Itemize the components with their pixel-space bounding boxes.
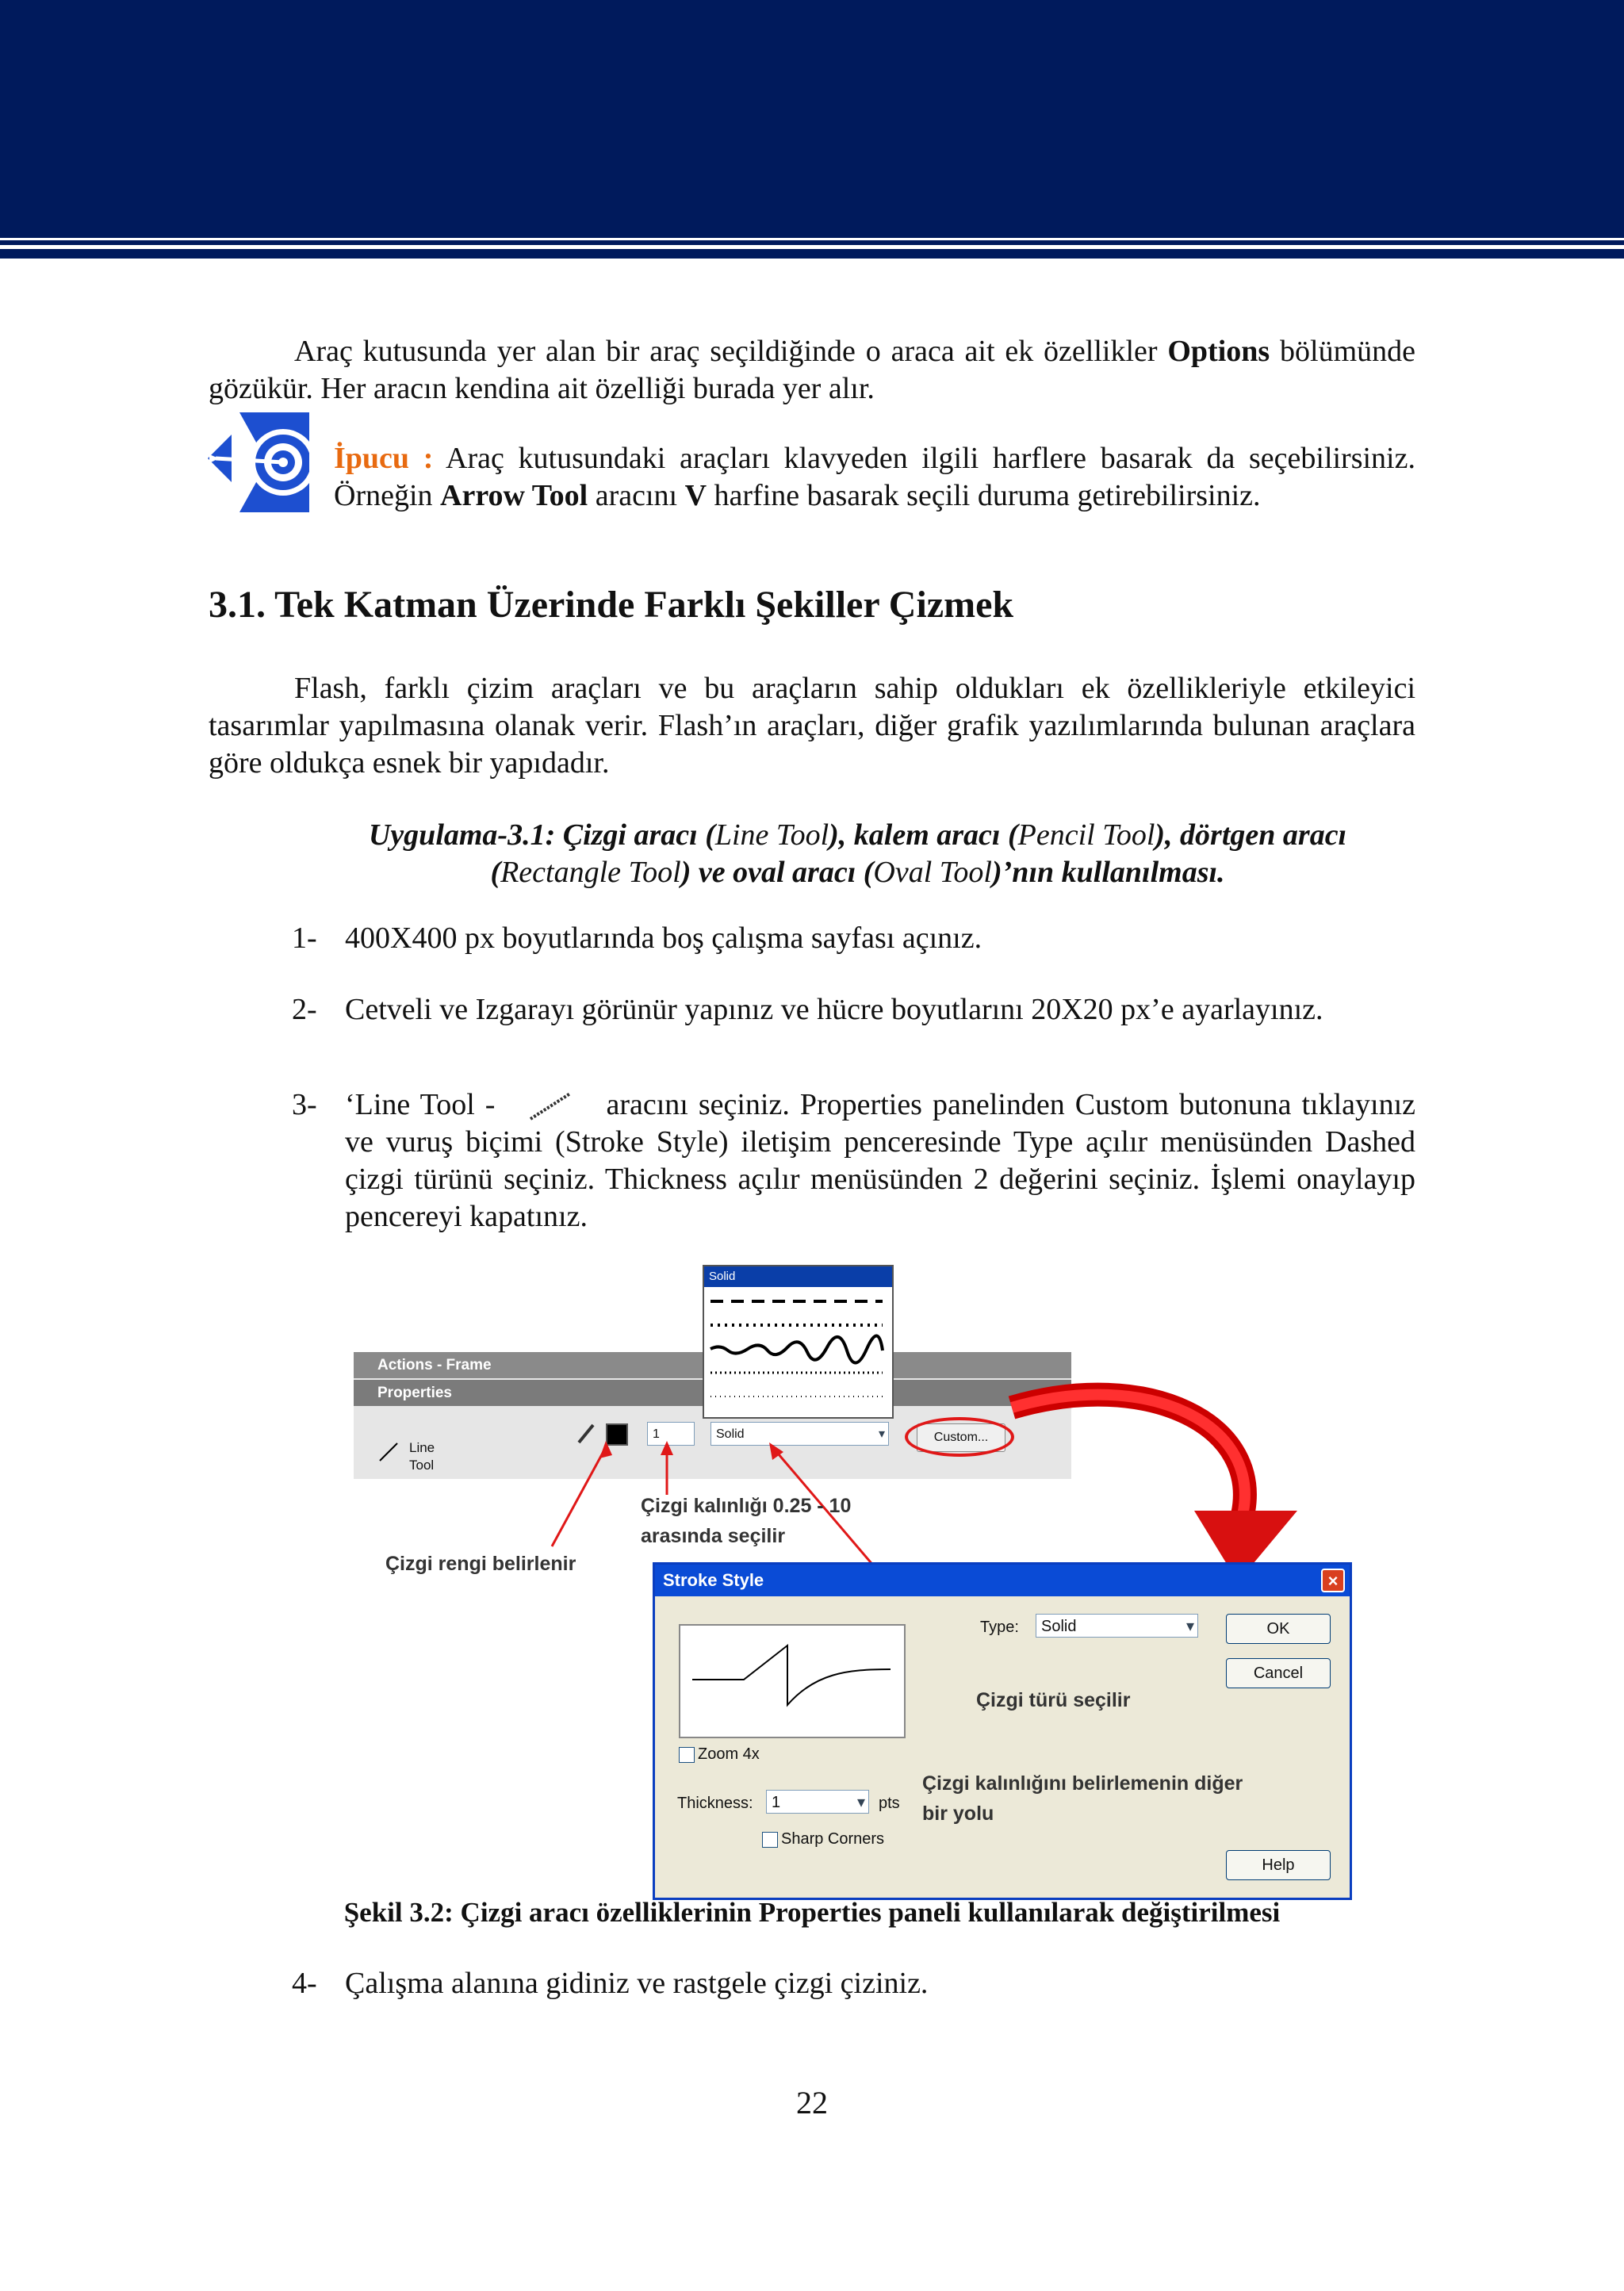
step-text-b: aracını seçiniz. Properties panelinden Custom butonuna tıklayınız ve vuruş biçimi (Stroke Style) iletişim penceresinde Type açılır menüsünden Dashed çizgi türünü seçiniz. Thickness açılır menüsünden 2 değerini seçiniz. İşlemi onaylayıp pencereyi kapatınız. bbox=[345, 1088, 1416, 1233]
application-title bbox=[300, 817, 1415, 891]
header-rule bbox=[0, 240, 1624, 245]
type-value: Solid bbox=[1041, 1618, 1077, 1635]
app-text-b: Line Tool bbox=[714, 818, 829, 852]
intro-text: Araç kutusunda yer alan bir araç seçildiğinde o araca ait ek özellikler bbox=[294, 335, 1168, 368]
section-paragraph: Flash, farklı çizim araçları ve bu araçların sahip oldukları ek özellikleriyle etkileyici tasarımlar yapılmasına olanak verir. Flash’ın araçları, diğer grafik yazılımlarında bulunan araçlara göre oldukça esnek bir yapıdadır. bbox=[209, 672, 1415, 780]
header-rule-thick bbox=[0, 249, 1624, 259]
custom-button[interactable]: Custom... bbox=[917, 1423, 1005, 1452]
stroke-preview-line bbox=[680, 1626, 901, 1734]
app-text-c: ), kalem aracı ( bbox=[829, 818, 1018, 852]
step-number: 1- bbox=[292, 921, 317, 955]
zoom-checkbox[interactable] bbox=[679, 1745, 760, 1764]
panel-actions-frame[interactable]: Actions - Frame bbox=[354, 1352, 1071, 1378]
tip-text: Araç kutusundaki araçları klavyeden ilgili harflere basarak da seçebilirsiniz. Örneğin bbox=[334, 442, 1415, 512]
list-item bbox=[292, 920, 1415, 957]
chevron-down-icon: ▾ bbox=[856, 1794, 865, 1811]
checkbox[interactable] bbox=[762, 1832, 778, 1848]
target-icon bbox=[208, 411, 309, 514]
step-number: 2- bbox=[292, 993, 317, 1026]
app-text-a: Uygulama-3.1: Çizgi aracı ( bbox=[368, 818, 715, 852]
figure-stroke-style bbox=[354, 1265, 1353, 1899]
step-number: 3- bbox=[292, 1088, 317, 1121]
callout-other: Çizgi kalınlığını belirlemenin diğer bir yolu bbox=[922, 1772, 1243, 1825]
app-text-e: ), dörtgen aracı ( bbox=[490, 818, 1347, 889]
dropdown-option-selected[interactable]: Solid bbox=[704, 1266, 892, 1287]
page-number: 22 bbox=[796, 2085, 828, 2121]
step-text: Cetveli ve Izgarayı görünür yapınız ve hücre boyutlarını 20X20 px’e ayarlayınız. bbox=[345, 993, 1323, 1026]
type-label: Type: bbox=[980, 1619, 1019, 1636]
close-icon[interactable]: × bbox=[1321, 1569, 1345, 1592]
dialog-title: Stroke Style bbox=[663, 1570, 764, 1590]
help-button[interactable]: Help bbox=[1226, 1850, 1331, 1880]
sharp-corners-checkbox[interactable] bbox=[762, 1830, 884, 1849]
list-item bbox=[292, 991, 1415, 1029]
stroke-preview bbox=[679, 1624, 906, 1738]
chevron-down-icon: ▾ bbox=[1185, 1618, 1194, 1635]
step-text: 400X400 px boyutlarında boş çalışma sayfası açınız. bbox=[345, 921, 982, 955]
cancel-button[interactable]: Cancel bbox=[1226, 1658, 1331, 1688]
intro-text-end: bölümünde gözükür. Her aracın kendina ait özelliği burada yer alır. bbox=[209, 335, 1415, 405]
thickness-select[interactable] bbox=[766, 1790, 869, 1814]
line-tool-icon bbox=[527, 1091, 574, 1123]
step-number: 4- bbox=[292, 1967, 317, 2000]
tip-text-2: aracını bbox=[588, 479, 685, 512]
checkbox[interactable] bbox=[679, 1747, 695, 1763]
stroke-style-dialog bbox=[653, 1562, 1352, 1900]
tool-name-1: Line bbox=[409, 1440, 435, 1455]
tip-text-3: harfine basarak seçili duruma getirebilirsiniz. bbox=[707, 479, 1261, 512]
ok-button[interactable]: OK bbox=[1226, 1614, 1331, 1644]
app-text-i: )’nın kullanılması. bbox=[992, 856, 1225, 889]
list-item bbox=[292, 1086, 1415, 1236]
stroke-style-value: Solid bbox=[716, 1427, 745, 1441]
step-text bbox=[345, 1086, 1415, 1236]
header-band bbox=[0, 0, 1624, 238]
step-text-a: ‘Line Tool - bbox=[345, 1088, 496, 1121]
type-select[interactable] bbox=[1036, 1614, 1198, 1638]
tip-bold-key: V bbox=[684, 479, 707, 512]
thickness-label: Thickness: bbox=[677, 1795, 753, 1812]
intro-bold: Options bbox=[1167, 335, 1270, 368]
callout-type: Çizgi türü seçilir bbox=[976, 1689, 1131, 1711]
callout-thickness: Çizgi kalınlığı 0.25 - 10 arasında seçilir bbox=[641, 1495, 852, 1547]
app-text-d: Pencil Tool bbox=[1017, 818, 1155, 852]
section-title: 3.1. Tek Katman Üzerinde Farklı Şekiller Çizmek bbox=[209, 584, 1014, 626]
dialog-title-bar bbox=[655, 1565, 1350, 1596]
zoom-label: Zoom 4x bbox=[698, 1745, 760, 1763]
thickness-input[interactable]: 1 bbox=[647, 1422, 695, 1446]
chevron-down-icon: ▾ bbox=[878, 1427, 885, 1441]
intro-paragraph bbox=[209, 333, 1415, 408]
app-text-h: Oval Tool bbox=[873, 856, 992, 889]
app-text-f: Rectangle Tool bbox=[500, 856, 681, 889]
callout-color: Çizgi rengi belirlenir bbox=[385, 1553, 576, 1575]
panel-properties[interactable]: Properties bbox=[354, 1380, 1071, 1406]
app-text-g: ) ve oval aracı ( bbox=[680, 856, 874, 889]
tip-paragraph bbox=[334, 440, 1415, 515]
tip-label: İpucu : bbox=[334, 442, 434, 475]
thickness-value: 1 bbox=[772, 1794, 781, 1811]
list-item bbox=[292, 1965, 1415, 2002]
tip-bold-tool: Arrow Tool bbox=[440, 479, 588, 512]
figure-caption: Şekil 3.2: Çizgi aracı özelliklerinin Properties paneli kullanılarak değiştirilmesi bbox=[343, 1897, 1281, 1928]
thickness-unit: pts bbox=[879, 1795, 900, 1812]
sharp-corners-label: Sharp Corners bbox=[781, 1830, 885, 1848]
step-text: Çalışma alanına gidiniz ve rastgele çizgi çiziniz. bbox=[345, 1967, 929, 2000]
tool-name-2: Tool bbox=[409, 1458, 435, 1473]
